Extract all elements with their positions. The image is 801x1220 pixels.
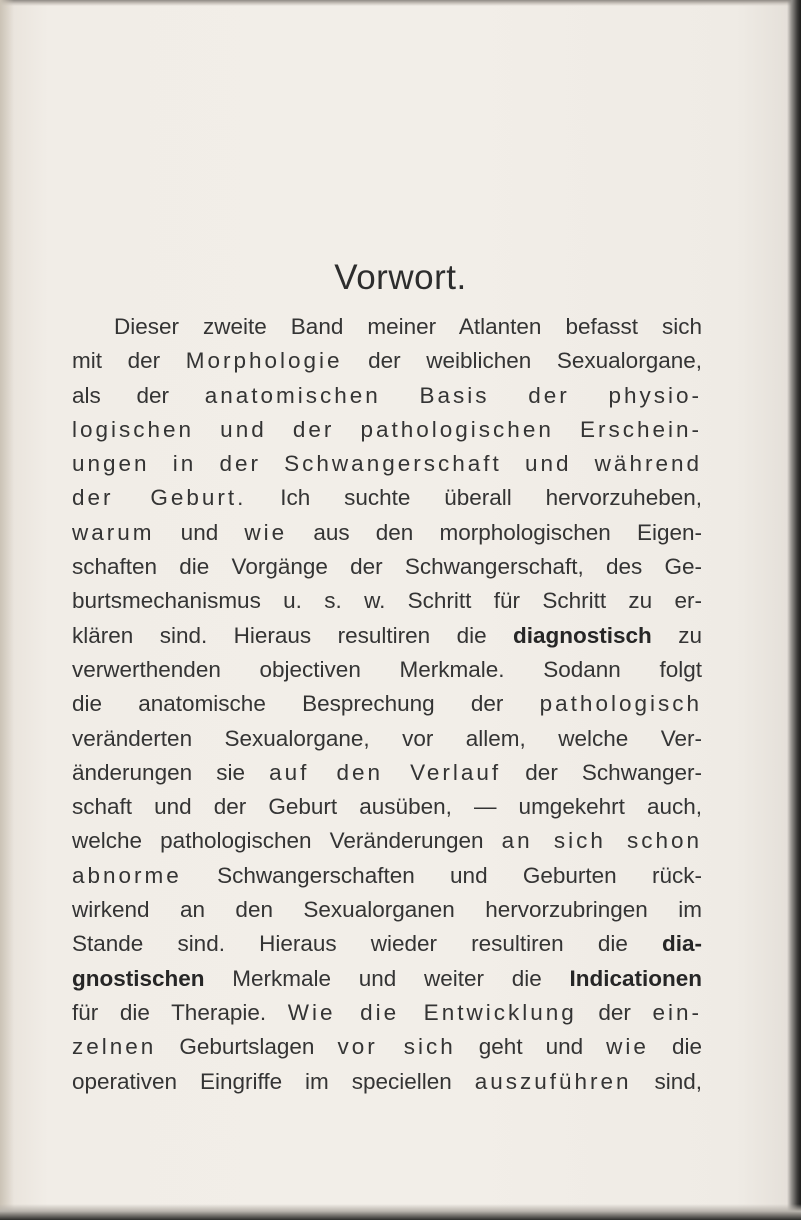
text-segment: Dieser zweite Band meiner Atlanten befasst sich xyxy=(114,314,702,339)
text-line xyxy=(72,687,702,721)
text-segment: sind, xyxy=(631,1068,702,1094)
spaced-emphasis: auszuführen xyxy=(474,1068,632,1094)
text-segment: der Schwanger- xyxy=(501,759,702,785)
page-title: Vorwort. xyxy=(334,258,467,297)
text-segment: verwerthenden objectiven Merkmale. Sodann folgt xyxy=(72,656,702,682)
spaced-emphasis: pathologisch xyxy=(539,691,702,717)
text-segment: änderungen sie xyxy=(72,759,270,785)
text-segment: als der xyxy=(72,382,205,408)
bold-emphasis: gnostischen xyxy=(72,965,205,991)
text-line xyxy=(72,790,702,824)
spaced-emphasis: wie xyxy=(244,519,288,545)
text-line xyxy=(72,550,702,584)
text-line xyxy=(72,1030,702,1064)
text-segment: klären sind. Hieraus resultiren die xyxy=(72,622,514,648)
spaced-emphasis: an sich schon xyxy=(501,828,702,854)
text-line xyxy=(72,859,702,893)
bold-emphasis: dia- xyxy=(661,931,702,957)
text-segment: für die Therapie. xyxy=(72,999,288,1025)
page-bottom-edge xyxy=(0,1204,801,1220)
page-left-shade xyxy=(0,0,14,1220)
text-line xyxy=(72,927,702,961)
page-top-edge xyxy=(0,0,801,6)
spaced-emphasis: der Geburt. xyxy=(72,485,247,511)
text-segment: burtsmechanismus u. s. w. Schritt für Schritt zu er- xyxy=(72,588,702,614)
text-segment: der weiblichen Sexualorgane, xyxy=(342,348,702,374)
text-segment: Merkmale und weiter die xyxy=(204,965,570,991)
text-line xyxy=(72,619,702,653)
text-segment: veränderten Sexualorgane, vor allem, welche Ver- xyxy=(72,725,702,751)
text-line xyxy=(72,893,702,927)
text-segment: schaften die Vorgänge der Schwangerschaft, des Ge- xyxy=(72,554,702,580)
text-segment: welche pathologischen Veränderungen xyxy=(72,828,502,854)
text-segment: wirkend an den Sexualorganen hervorzubringen im xyxy=(72,897,702,923)
text-line xyxy=(72,653,702,687)
spaced-emphasis: abnorme xyxy=(72,862,182,888)
spaced-emphasis: logischen und der pathologischen Erschein- xyxy=(72,416,702,442)
preface-body xyxy=(72,310,702,1099)
text-line xyxy=(72,962,702,996)
text-segment: geht und xyxy=(455,1034,607,1060)
text-line xyxy=(72,1065,702,1099)
spaced-emphasis: wie xyxy=(606,1034,649,1060)
text-line xyxy=(72,379,702,413)
text-segment: mit der xyxy=(72,348,186,374)
spaced-emphasis: ein- xyxy=(652,999,702,1025)
text-segment: Stande sind. Hieraus wieder resultiren die xyxy=(72,931,662,957)
text-segment: operativen Eingriffe im speciellen xyxy=(72,1068,475,1094)
text-segment: die xyxy=(648,1034,702,1060)
text-line xyxy=(72,996,702,1030)
spaced-emphasis: anatomischen Basis der physio- xyxy=(204,382,702,408)
spaced-emphasis: Morphologie xyxy=(185,348,343,374)
text-segment: die anatomische Besprechung der xyxy=(72,691,540,717)
page-right-edge xyxy=(787,0,801,1220)
text-line xyxy=(72,344,702,378)
text-line xyxy=(72,722,702,756)
text-segment: Geburtslagen xyxy=(156,1034,338,1060)
spaced-emphasis: ungen in der Schwangerschaft und während xyxy=(72,451,702,477)
text-segment: der xyxy=(576,999,653,1025)
spaced-emphasis: vor sich xyxy=(337,1034,456,1060)
text-segment: aus den morphologischen Eigen- xyxy=(287,519,703,545)
spaced-emphasis: auf den Verlauf xyxy=(269,759,502,785)
text-segment: und xyxy=(154,519,245,545)
text-line xyxy=(72,481,702,515)
text-segment: Ich suchte überall hervorzuheben, xyxy=(246,485,702,511)
spaced-emphasis: zelnen xyxy=(72,1034,157,1060)
text-line xyxy=(72,310,702,344)
text-line xyxy=(72,447,702,481)
spaced-emphasis: Wie die Entwicklung xyxy=(287,999,577,1025)
text-segment: schaft und der Geburt ausüben, — umgekehrt auch, xyxy=(72,794,702,820)
text-segment: Schwangerschaften und Geburten rück- xyxy=(181,862,702,888)
text-line xyxy=(72,756,702,790)
text-line xyxy=(72,516,702,550)
text-line xyxy=(72,413,702,447)
text-segment: zu xyxy=(651,622,702,648)
bold-emphasis: diagnostisch xyxy=(513,622,652,648)
bold-emphasis: Indicationen xyxy=(569,965,702,991)
spaced-emphasis: warum xyxy=(72,519,155,545)
text-line xyxy=(72,584,702,618)
text-line xyxy=(72,824,702,858)
